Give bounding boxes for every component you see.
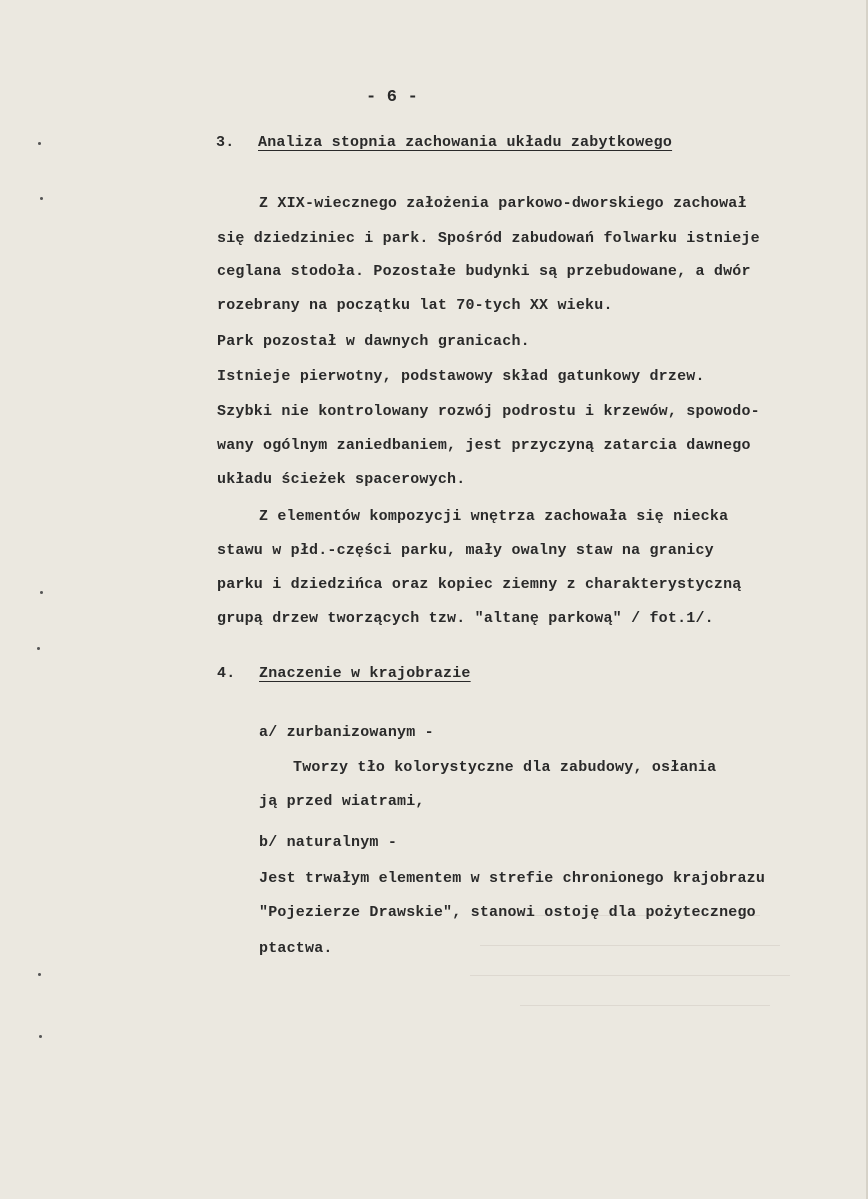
section-number: 4. bbox=[217, 665, 236, 682]
paragraph-line: ceglana stodoła. Pozostałe budynki są przebudowane, a dwór bbox=[217, 263, 751, 280]
paragraph-line: parku i dziedzińca oraz kopiec ziemny z charakterystyczną bbox=[217, 576, 742, 593]
margin-mark bbox=[38, 973, 41, 976]
paragraph-line: Jest trwałym elementem w strefie chronionego krajobrazu bbox=[259, 870, 766, 887]
section-title: Analiza stopnia zachowania układu zabytkowego bbox=[258, 134, 673, 151]
section-number: 3. bbox=[216, 134, 235, 151]
margin-mark bbox=[39, 1035, 42, 1038]
paragraph-line: Szybki nie kontrolowany rozwój podrostu i krzewów, spowodo- bbox=[217, 403, 760, 420]
bleed-through bbox=[520, 1005, 770, 1006]
paragraph-line: się dziedziniec i park. Spośród zabudowań folwarku istnieje bbox=[217, 230, 760, 247]
paragraph-line: grupą drzew tworzących tzw. "altanę parkową" / fot.1/. bbox=[217, 610, 714, 627]
subitem-label: a/ zurbanizowanym - bbox=[259, 724, 434, 741]
paragraph-line: Istnieje pierwotny, podstawowy skład gatunkowy drzew. bbox=[217, 368, 705, 385]
margin-mark bbox=[40, 197, 43, 200]
paragraph-line: Z elementów kompozycji wnętrza zachowała się niecka bbox=[259, 508, 729, 525]
section-title: Znaczenie w krajobrazie bbox=[259, 665, 471, 682]
paragraph-line: rozebrany na początku lat 70-tych XX wieku. bbox=[217, 297, 613, 314]
bleed-through bbox=[470, 975, 790, 976]
paragraph-line: Tworzy tło kolorystyczne dla zabudowy, osłania bbox=[293, 759, 717, 776]
margin-mark bbox=[40, 591, 43, 594]
paragraph-line: Park pozostał w dawnych granicach. bbox=[217, 333, 530, 350]
paragraph-line: "Pojezierze Drawskie", stanowi ostoję dla pożytecznego bbox=[259, 904, 756, 921]
paragraph-line: układu ścieżek spacerowych. bbox=[217, 471, 466, 488]
margin-mark bbox=[37, 647, 40, 650]
page-number: - 6 - bbox=[366, 88, 419, 107]
paragraph-line: wany ogólnym zaniedbaniem, jest przyczyną zatarcia dawnego bbox=[217, 437, 751, 454]
bleed-through bbox=[480, 945, 780, 946]
paragraph-line: ptactwa. bbox=[259, 940, 333, 957]
paragraph-line: ją przed wiatrami, bbox=[259, 793, 425, 810]
paragraph-line: Z XIX-wiecznego założenia parkowo-dworskiego zachował bbox=[259, 195, 747, 212]
margin-mark bbox=[38, 142, 41, 145]
subitem-label: b/ naturalnym - bbox=[259, 834, 398, 851]
paragraph-line: stawu w płd.-części parku, mały owalny staw na granicy bbox=[217, 542, 714, 559]
